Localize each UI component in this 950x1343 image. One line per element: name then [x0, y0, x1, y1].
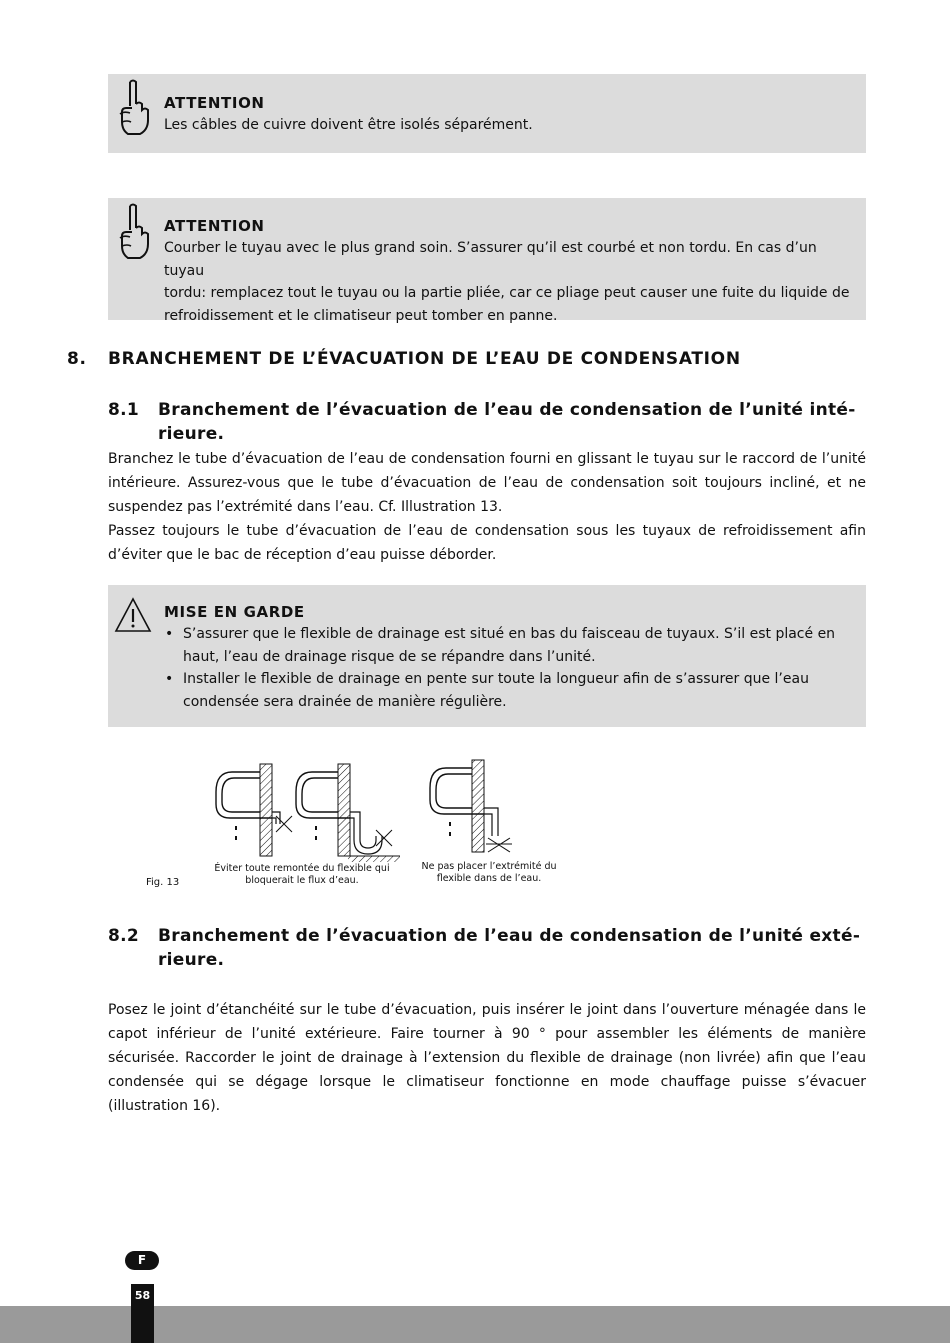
- paragraph: Passez toujours le tube d’évacuation de l’eau de condensation sous les tuyaux de refroidissement afin d’éviter que le bac de réception d’eau puisse déborder.: [108, 523, 866, 563]
- list-item: • Installer le flexible de drainage en pente sur toute la longueur afin de s’assurer que l’eau condensée sera drainée de manière régulière.: [164, 668, 854, 713]
- section-title-line: Branchement de l’évacuation de l’eau de condensation de l’unité inté-: [158, 400, 856, 420]
- section-number: 8.1: [108, 400, 140, 420]
- pointing-finger-icon: [114, 78, 152, 138]
- attention-line: tordu: remplacez tout le tuyau ou la partie pliée, car ce pliage peut causer une fuite du liquide de: [164, 285, 850, 301]
- section-8-1-body: [108, 447, 866, 567]
- section-title: BRANCHEMENT DE L’ÉVACUATION DE L’EAU DE CONDENSATION: [108, 349, 741, 369]
- section-8-1-heading: [108, 398, 866, 446]
- section-title-line: rieure.: [158, 950, 225, 970]
- section-8-heading: [67, 349, 741, 369]
- attention-heading: ATTENTION: [164, 217, 265, 235]
- section-number: 8.: [67, 349, 87, 369]
- figure-caption-2: [414, 861, 564, 885]
- attention-line: Courber le tuyau avec le plus grand soin. S’assurer qu’il est courbé et non tordu. En cas d’un tuyau: [164, 240, 817, 279]
- section-8-2-heading: [108, 924, 866, 972]
- paragraph: Branchez le tube d’évacuation de l’eau de condensation fourni en glissant le tuyau sur le raccord de l’unité intérieure. Assurez-vous que le tube d’évacuation de l’eau de condensation soit toujours incliné, et ne suspendez pas l’extrémité dans l’eau. Cf. Illustration 13.: [108, 451, 866, 515]
- attention-line: refroidissement et le climatiseur peut tomber en panne.: [164, 307, 558, 324]
- page-number: 58: [131, 1284, 154, 1343]
- section-number: 8.2: [108, 926, 140, 946]
- caption-line: Ne pas placer l’extrémité du: [421, 861, 557, 872]
- section-title-line: Branchement de l’évacuation de l’eau de condensation de l’unité exté-: [158, 926, 861, 946]
- caption-line: Éviter toute remontée du flexible qui: [214, 863, 390, 874]
- attention-text: Les câbles de cuivre doivent être isolés séparément.: [164, 117, 533, 133]
- diagram-hose-loop: [296, 764, 400, 862]
- figure-caption-1: [207, 863, 397, 887]
- warning-box: [108, 585, 866, 727]
- section-8-2-body: [108, 998, 866, 1118]
- paragraph: Posez le joint d’étanchéité sur le tube d’évacuation, puis insérer le joint dans l’ouverture ménagée dans le capot inférieur de l’unité extérieure. Faire tourner à 90 ° pour assembler les éléments de manière sécurisée. Raccorder le joint de drainage à l’extension du flexible de drainage (non livrée) afin que l’eau condensée qui se dégage lorsque le climatiseur fonctionne en mode chauffage puisse s’évacuer (illustration 16).: [108, 1002, 866, 1114]
- diagram-hose-rising: [216, 764, 292, 856]
- attention-box-2: [108, 198, 866, 324]
- warning-triangle-icon: [114, 595, 152, 655]
- caption-line: flexible dans de l’eau.: [436, 873, 542, 884]
- attention-box-1: [108, 74, 866, 153]
- list-item: • S’assurer que le flexible de drainage est situé en bas du faisceau de tuyaux. S’il est placé en haut, l’eau de drainage risque de se répandre dans l’unité.: [164, 623, 854, 668]
- figure-label: Fig. 13: [146, 877, 180, 888]
- section-title-line: rieure.: [158, 424, 225, 444]
- language-badge: F: [125, 1251, 159, 1270]
- caption-line: bloquerait le flux d’eau.: [245, 875, 359, 886]
- diagram-hose-in-water: [430, 760, 512, 852]
- attention-heading: ATTENTION: [164, 94, 265, 112]
- warning-list: [164, 623, 854, 713]
- pointing-finger-icon: [114, 202, 152, 262]
- warning-heading: MISE EN GARDE: [164, 603, 305, 621]
